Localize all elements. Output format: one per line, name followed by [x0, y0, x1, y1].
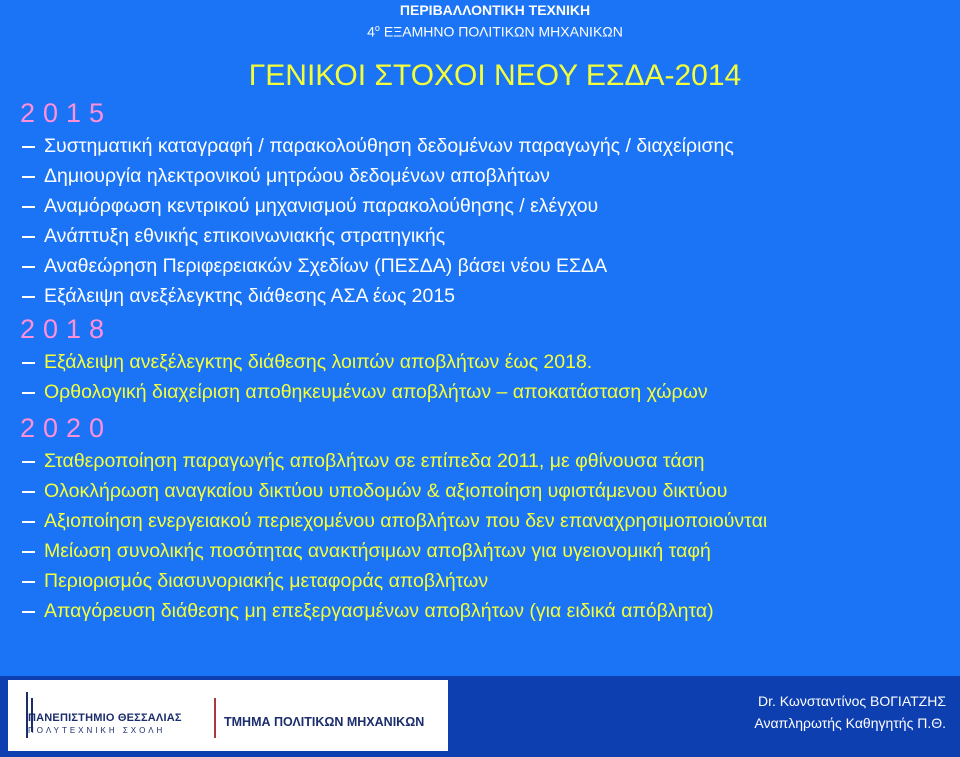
goals-list-2020 [20, 446, 950, 626]
goal-item: Εξάλειψη ανεξέλεγκτης διάθεσης ΑΣΑ έως 2015 [20, 281, 950, 311]
goal-item: Συστηματική καταγραφή / παρακολούθηση δεδομένων παραγωγής / διαχείρισης [20, 131, 950, 161]
slide-title: ΓΕΝΙΚΟΙ ΣΤΟΧΟΙ ΝΕΟΥ ΕΣΔΑ-2014 [248, 59, 742, 92]
slide-header [0, 0, 960, 42]
author-title: Αναπληρωτής Καθηγητής Π.Θ. [754, 715, 946, 731]
goal-item: Μείωση συνολικής ποσότητας ανακτήσιμων αποβλήτων για υγειονομική ταφή [20, 536, 950, 566]
department-logo [208, 680, 448, 751]
year-heading-2020: 2020 [20, 413, 113, 443]
goal-item: Δημιουργία ηλεκτρονικού μητρώου δεδομένων αποβλήτων [20, 161, 950, 191]
goal-item: Σταθεροποίηση παραγωγής αποβλήτων σε επίπεδα 2011, με φθίνουσα τάση [20, 446, 950, 476]
semester-text: ΕΞΑΜΗΝΟ ΠΟΛΙΤΙΚΩΝ ΜΗΧΑΝΙΚΩΝ [379, 23, 623, 40]
goal-item: Ολοκλήρωση αναγκαίου δικτύου υποδομών & αξιοποίηση υφιστάμενου δικτύου [20, 476, 950, 506]
goals-list-2018 [20, 347, 950, 407]
goal-item: Ορθολογική διαχείριση αποθηκευμένων αποβλήτων – αποκατάσταση χώρων [20, 377, 950, 407]
year-heading-2015: 2015 [20, 98, 113, 128]
goal-item: Ανάπτυξη εθνικής επικοινωνιακής στρατηγικής [20, 221, 950, 251]
goal-item: Αναθεώρηση Περιφερειακών Σχεδίων (ΠΕΣΔΑ) βάσει νέου ΕΣΔΑ [20, 251, 950, 281]
author-block [754, 690, 946, 734]
goals-list-2015 [20, 131, 950, 311]
university-logo [8, 680, 208, 751]
goals-content [20, 95, 950, 626]
school-name: ΠΟΛΥΤΕΧΝΙΚΗ ΣΧΟΛΗ [28, 726, 166, 735]
goal-item: Περιορισμός διασυνοριακής μεταφοράς αποβλήτων [20, 566, 950, 596]
author-name: Dr. Κωνσταντίνος ΒΟΓΙΑΤΖΗΣ [757, 693, 946, 709]
department-name: ΤΜΗΜΑ ΠΟΛΙΤΙΚΩΝ ΜΗΧΑΝΙΚΩΝ [224, 715, 425, 729]
goal-item: Απαγόρευση διάθεσης μη επεξεργασμένων αποβλήτων (για ειδικά απόβλητα) [20, 596, 950, 626]
university-name: ΠΑΝΕΠΙΣΤΗΜΙΟ ΘΕΣΣΑΛΙΑΣ [28, 712, 182, 724]
semester-line [0, 18, 960, 42]
goal-item: Αξιοποίηση ενεργειακού περιεχομένου αποβλήτων που δεν επαναχρησιμοποιούνται [20, 506, 950, 536]
semester-superscript: ο [374, 23, 380, 33]
course-title: ΠΕΡΙΒΑΛΛΟΝΤΙΚΗ ΤΕΧΝΙΚΗ [399, 2, 591, 18]
goal-item: Εξάλειψη ανεξέλεγκτης διάθεσης λοιπών αποβλήτων έως 2018. [20, 347, 950, 377]
semester-number: 4 [367, 23, 375, 40]
year-heading-2018: 2018 [20, 314, 113, 344]
department-divider [214, 698, 216, 738]
goal-item: Αναμόρφωση κεντρικού μηχανισμού παρακολούθησης / ελέγχου [20, 191, 950, 221]
